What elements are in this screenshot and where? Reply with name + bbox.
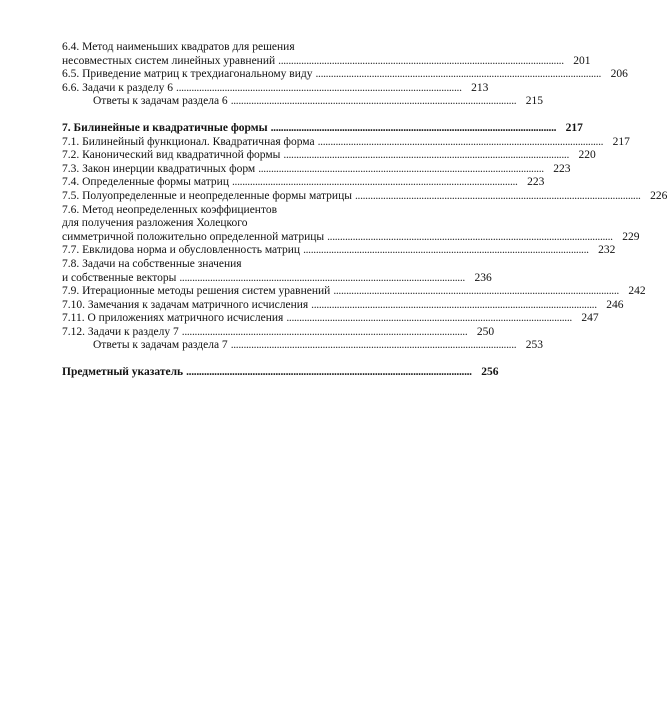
toc-entry[interactable] [62,339,544,353]
toc-leader-dots [176,82,460,96]
table-of-contents [62,41,667,380]
toc-leader-dots [258,163,542,177]
toc-leader-dots [315,68,599,82]
toc-entry-title: 7.8. Задачи на собственные значения [62,257,242,270]
toc-leader-dots [179,272,463,286]
toc-entry[interactable] [62,149,596,163]
toc-page-number: 226 [650,189,667,202]
toc-entry-title: Ответы к задачам раздела 7 [93,339,228,352]
toc-leader-dots [278,55,562,69]
toc-entry-title: 7.4. Определенные формы матриц [62,176,229,189]
toc-page-number: 256 [481,366,499,379]
toc-page-number: 232 [598,244,616,257]
toc-page-number: 220 [578,149,596,162]
toc-entry[interactable] [62,162,571,177]
toc-leader-dots [355,190,639,204]
toc-page-number: 247 [581,312,599,325]
toc-leader-dots [333,285,617,299]
toc-entry-title: Ответы к задачам раздела 6 [93,95,228,108]
toc-entry-title: 6.4. Метод наименьших квадратов для решения [62,41,295,53]
toc-leader-dots [186,366,470,380]
toc-entry-title: 6.6. Задачи к разделу 6 [62,81,174,94]
toc-page-number: 201 [573,54,591,67]
toc-page-number: 246 [606,298,624,311]
toc-page-number: 229 [622,230,640,243]
toc-entry[interactable] [62,325,495,340]
toc-leader-dots [182,326,466,340]
toc-entry[interactable] [62,121,583,136]
toc-entry[interactable] [62,203,640,245]
toc-entry-title: и собственные векторы [62,271,177,284]
toc-entry[interactable] [62,189,667,204]
toc-entry[interactable] [62,285,646,299]
toc-leader-dots [303,244,587,258]
toc-entry-title: 7.1. Билинейный функционал. Квадратичная форма [62,135,315,148]
toc-leader-dots [283,149,567,163]
toc-entry[interactable] [62,176,545,190]
toc-page-number: 250 [476,325,495,338]
toc-entry-title: Предметный указатель [62,366,184,379]
toc-entry-title: 7.12. Задачи к разделу 7 [62,325,179,338]
toc-entry-title: 7.3. Закон инерции квадратичных форм [62,162,256,175]
toc-entry[interactable] [62,257,492,285]
toc-entry-title: несовместных систем линейных уравнений [62,54,276,67]
toc-entry[interactable] [62,298,624,313]
toc-leader-dots [231,339,515,353]
toc-page-number: 206 [610,68,628,81]
toc-leader-dots [232,176,516,190]
toc-leader-dots [327,231,611,245]
toc-entry-title: 7.5. Полуопределенные и неопределенные формы матрицы [62,189,352,202]
toc-entry-title: 7.11. О приложениях матричного исчисления [62,312,284,325]
toc-leader-dots [231,95,515,109]
toc-entry-title: симметричной положительно определенной матрицы [62,230,325,243]
toc-page-number: 217 [612,135,630,148]
toc-entry[interactable] [62,312,599,326]
toc-leader-dots [271,122,555,136]
toc-entry-title: 7. Билинейные и квадратичные формы [62,121,268,134]
toc-leader-dots [311,299,595,313]
toc-leader-dots [286,312,570,326]
toc-page-number: 223 [527,176,545,189]
toc-entry-title: 7.9. Итерационные методы решения систем уравнений [62,285,331,298]
toc-entry[interactable] [62,95,544,109]
toc-page-number: 223 [553,162,571,175]
toc-page-number: 213 [471,81,489,94]
toc-page-number: 242 [628,285,646,298]
toc-page-number: 236 [474,271,492,284]
toc-entry-title: 7.2. Канонический вид квадратичной формы [62,149,281,162]
toc-entry[interactable] [62,41,591,68]
toc-entry[interactable] [62,68,628,82]
toc-page-number: 217 [565,121,583,134]
toc-entry[interactable] [62,366,499,380]
toc-entry-title: 7.6. Метод неопределенных коэффициентов [62,203,278,216]
toc-entry-title: для получения разложения Холецкого [62,217,248,230]
toc-page-number: 253 [525,339,544,352]
toc-entry-title: 6.5. Приведение матриц к трехдиагональному виду [62,68,313,81]
toc-entry[interactable] [62,135,630,150]
toc-page-number: 215 [525,95,544,108]
toc-leader-dots [318,136,602,150]
toc-entry-title: 7.7. Евклидова норма и обусловленность матриц [62,244,301,257]
toc-entry-title: 7.10. Замечания к задачам матричного исчисления [62,298,309,311]
toc-entry[interactable] [62,81,489,96]
toc-entry[interactable] [62,244,616,258]
